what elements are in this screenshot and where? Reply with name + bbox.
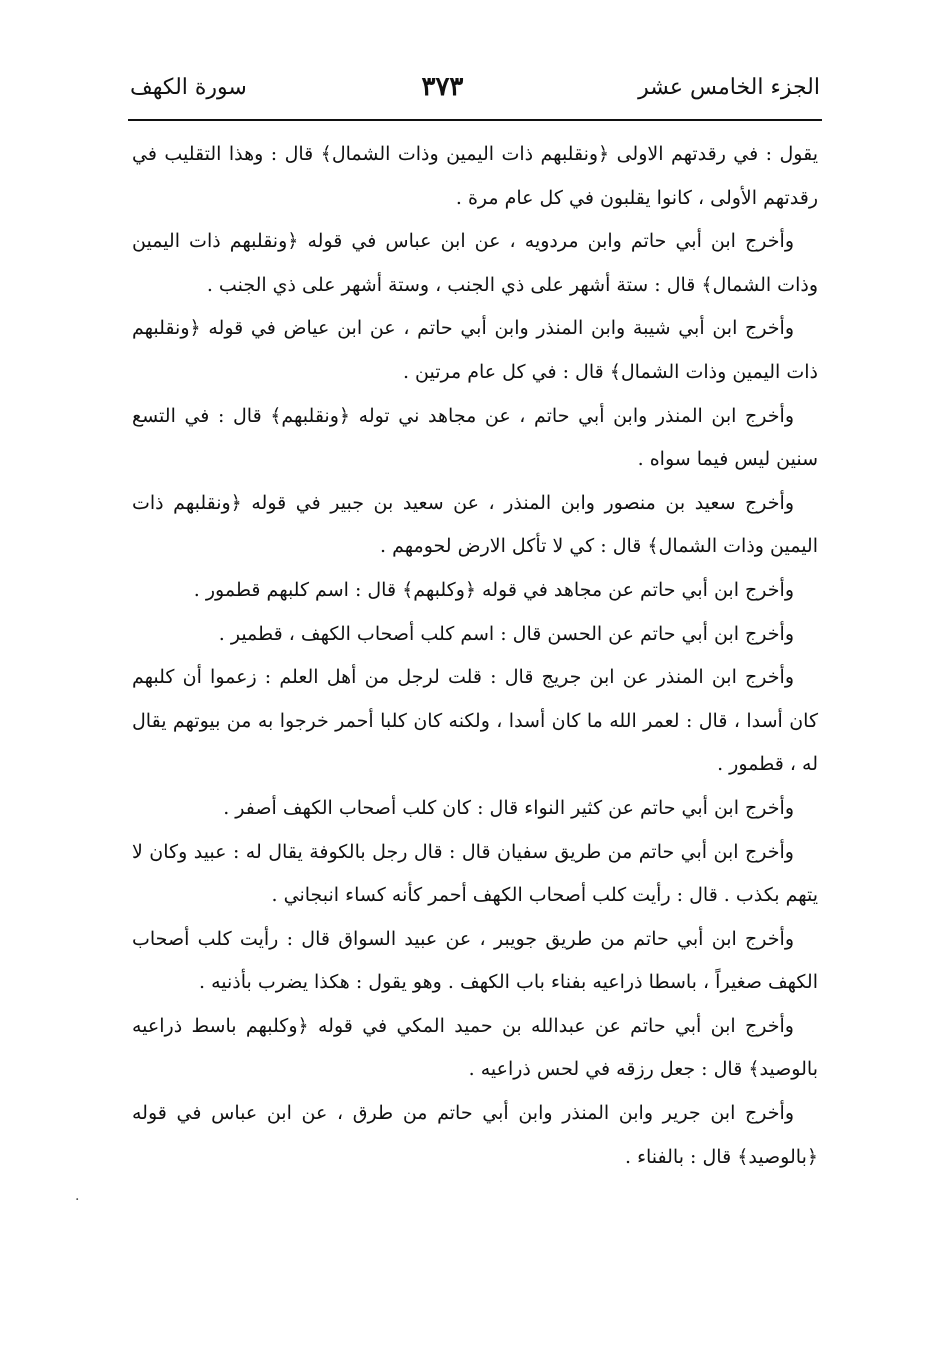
paragraph-5: وأخرج سعيد بن منصور وابن المنذر ، عن سعيد بن جبير في قوله ﴿ونقلبهم ذات اليمين وذات الشمال﴾ قال : كي لا تأكل الارض لحومهم . <box>132 491 818 558</box>
paragraph-12: وأخرج ابن أبي حاتم عن عبدالله بن حميد المكي في قوله ﴿وكلبهم باسط ذراعيه بالوصيد﴾ قال : جعل رزقه في لحس ذراعيه . <box>132 1014 818 1081</box>
paragraph-2: وأخرج ابن أبي حاتم وابن مردويه ، عن ابن عباس في قوله ﴿ونقلبهم ذات اليمين وذات الشمال﴾ قال : ستة أشهر على ذي الجنب ، وستة أشهر على ذي الجنب . <box>132 230 818 296</box>
paragraph-9: وأخرج ابن أبي حاتم عن كثير النواء قال : كان كلب أصحاب الكهف أصفر . <box>223 796 794 819</box>
paragraph-1: يقول : في رقدتهم الاولى ﴿ونقلبهم ذات اليمين وذات الشمال﴾ قال : وهذا التقليب في رقدتهم الأولى ، كانوا يقلبون في كل عام مرة . <box>132 143 818 209</box>
paragraph-8: وأخرج ابن المنذر عن ابن جريج قال : قلت لرجل من أهل العلم : زعموا أن كلبهم كان أسدا ، قال : لعمر الله ما كان أسدا ، ولكنه كان كلبا أحمر خرجوا به من بيوتهم يقال له ، قطمور . <box>132 666 818 776</box>
part-title: الجزء الخامس عشر <box>638 74 820 100</box>
paragraph-13: وأخرج ابن جرير وابن المنذر وابن أبي حاتم من طرق ، عن ابن عباس في قوله ﴿بالوصيد﴾ قال : بالفناء . <box>132 1102 818 1168</box>
page-number: ٣٧٣ <box>421 72 464 102</box>
margin-mark: · <box>75 1192 80 1208</box>
paragraph-3: وأخرج ابن أبي شيبة وابن المنذر وابن أبي حاتم ، عن ابن عياض في قوله ﴿ونقلبهم ذات اليمين وذات الشمال﴾ قال : في كل عام مرتين . <box>132 317 818 383</box>
paragraph-6: وأخرج ابن أبي حاتم عن مجاهد في قوله ﴿وكلبهم﴾ قال : اسم كلبهم قطمور . <box>193 578 794 601</box>
running-header <box>130 62 820 112</box>
surah-title: سورة الكهف <box>130 74 247 100</box>
header-rule <box>128 119 822 121</box>
paragraph-11: وأخرج ابن أبي حاتم من طريق جويبر ، عن عبيد السواق قال : رأيت كلب أصحاب الكهف صغيراً ، باسطا ذراعيه بفناء باب الكهف . وهو يقول : هكذا يضرب بأذنيه . <box>132 927 818 994</box>
paragraph-7: وأخرج ابن أبي حاتم عن الحسن قال : اسم كلب أصحاب الكهف ، قطمير . <box>218 622 794 645</box>
paragraph-4: وأخرج ابن المنذر وابن أبي حاتم ، عن مجاهد ني توله ﴿ونقلبهم﴾ قال : في التسع سنين ليس فيما سواه . <box>132 404 818 471</box>
page-body <box>132 133 818 1179</box>
paragraph-10: وأخرج ابن أبي حاتم من طريق سفيان قال : قال رجل بالكوفة يقال له : عبيد وكان لا يتهم بكذب . قال : رأيت كلب أصحاب الكهف أحمر كأنه كساء انبجاني . <box>132 840 818 907</box>
